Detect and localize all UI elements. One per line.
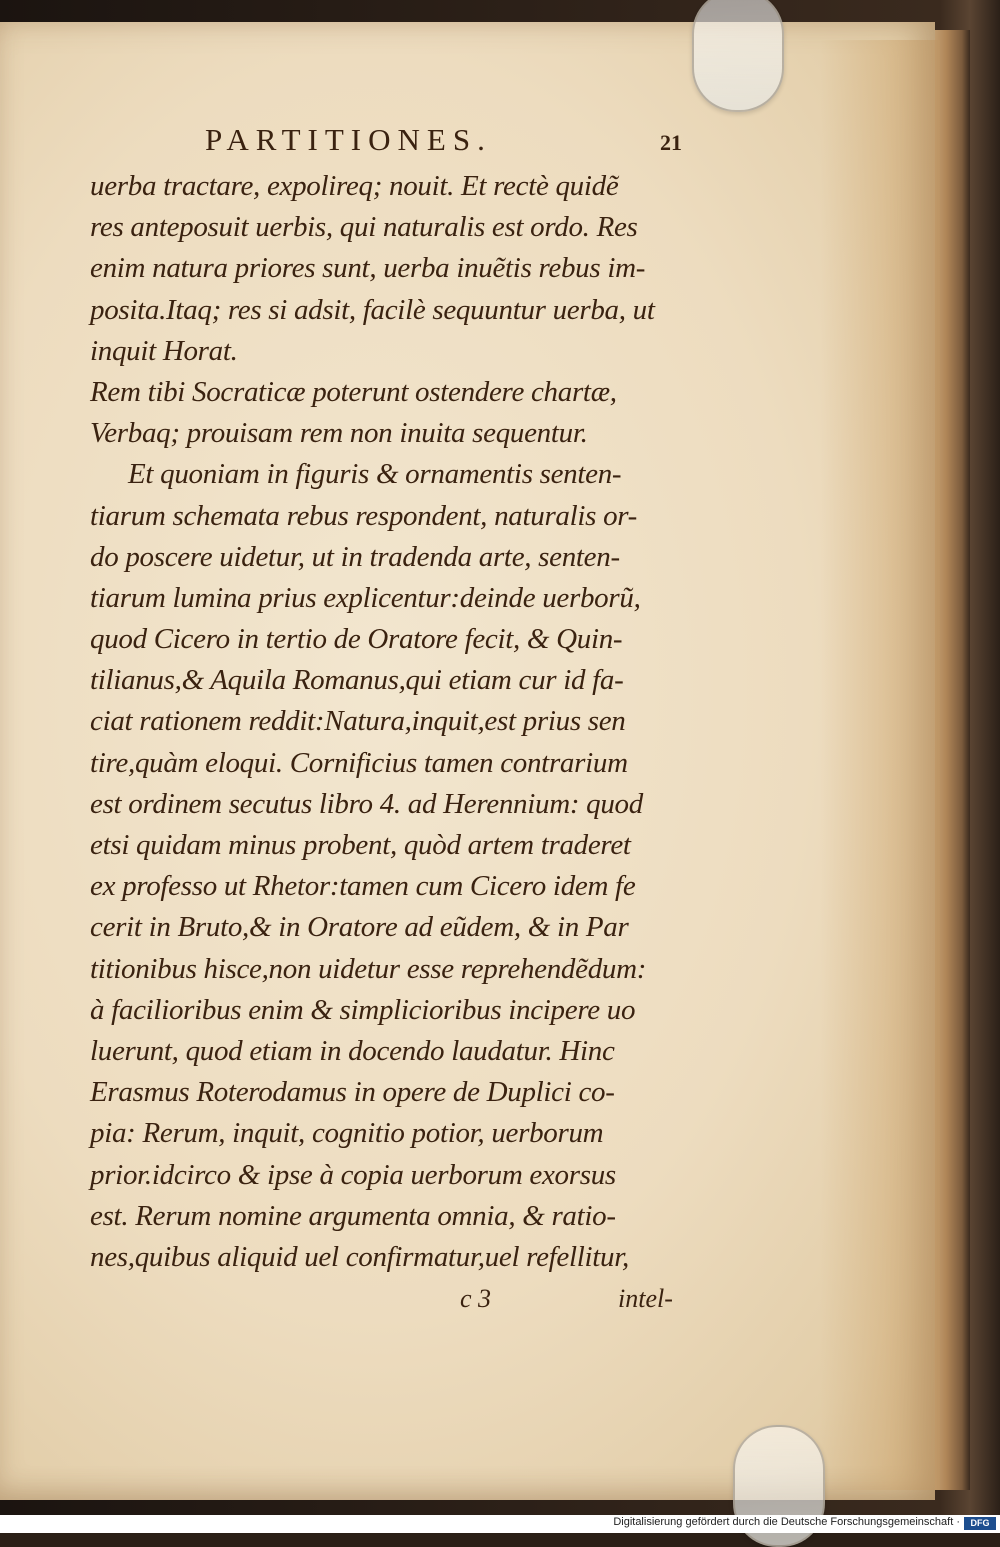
- text-line: tiarum schemata rebus respondent, naturalis or-: [90, 499, 638, 532]
- text-line: est ordinem secutus libro 4. ad Herennium: quod: [90, 787, 643, 820]
- text-line: à facilioribus enim & simplicioribus incipere uo: [90, 993, 636, 1026]
- page-number: 21: [660, 130, 682, 155]
- text-line: pia: Rerum, inquit, cognitio potior, uerborum: [90, 1117, 604, 1150]
- text-line: ciat rationem reddit:Natura,inquit,est prius sen: [90, 705, 626, 738]
- text-line: ex professo ut Rhetor:tamen cum Cicero idem fe: [90, 870, 636, 903]
- text-line: titionibus hisce,non uidetur esse reprehendẽdum:: [90, 952, 647, 985]
- page-footer: [90, 1278, 702, 1319]
- text-line: tilianus,& Aquila Romanus,qui etiam cur id fa-: [90, 664, 624, 697]
- text-line: tiarum lumina prius explicentur:deinde uerborũ,: [90, 581, 641, 614]
- page-stain: [820, 40, 940, 1490]
- text-line: Erasmus Roterodamus in opere de Duplici co-: [90, 1076, 615, 1109]
- funding-bar: [0, 1515, 1000, 1533]
- dfg-logo: DFG: [964, 1517, 996, 1530]
- text-line: inquit Horat.: [90, 334, 238, 367]
- text-line: posita.Itaq; res si adsit, facilè sequuntur uerba, ut: [90, 293, 655, 326]
- catchword: intel-: [618, 1284, 673, 1314]
- text-line: tire,quàm eloqui. Cornificius tamen contrarium: [90, 746, 628, 779]
- text-line: res anteposuit uerbis, qui naturalis est ordo. Res: [90, 211, 638, 244]
- text-line: Et quoniam in figuris & ornamentis senten-: [128, 458, 622, 491]
- text-line: prior.idcirco & ipse à copia uerborum exorsus: [90, 1158, 616, 1191]
- text-line: nes,quibus aliquid uel confirmatur,uel refellitur,: [90, 1240, 629, 1273]
- page-header: [90, 120, 702, 166]
- text-line: etsi quidam minus probent, quòd artem traderet: [90, 829, 631, 861]
- text-line: cerit in Bruto,& in Oratore ad eũdem, & in Par: [90, 911, 629, 944]
- page-clip-top: [692, 0, 784, 112]
- text-line: enim natura priores sunt, uerba inuẽtis rebus im-: [90, 252, 646, 285]
- text-line: est. Rerum nomine argumenta omnia, & ratio-: [90, 1199, 616, 1232]
- text-line: luerunt, quod etiam in docendo laudatur. Hinc: [90, 1034, 615, 1067]
- page-text: [90, 120, 702, 1319]
- quote-line: Rem tibi Socraticæ poterunt ostendere chartæ,: [90, 375, 617, 408]
- running-head: PARTITIONES.: [205, 122, 492, 157]
- text-line: uerba tractare, expolireq; nouit. Et rectè quidẽ: [90, 170, 619, 202]
- text-line: do poscere uidetur, ut in tradenda arte, senten-: [90, 540, 620, 573]
- quote-line: Verbaq; prouisam rem non inuita sequentur.: [90, 417, 588, 450]
- signature-mark: c 3: [460, 1284, 492, 1314]
- funding-notice: Digitalisierung gefördert durch die Deutsche Forschungsgemeinschaft ·: [613, 1516, 960, 1528]
- text-line: quod Cicero in tertio de Oratore fecit, & Quin-: [90, 623, 623, 656]
